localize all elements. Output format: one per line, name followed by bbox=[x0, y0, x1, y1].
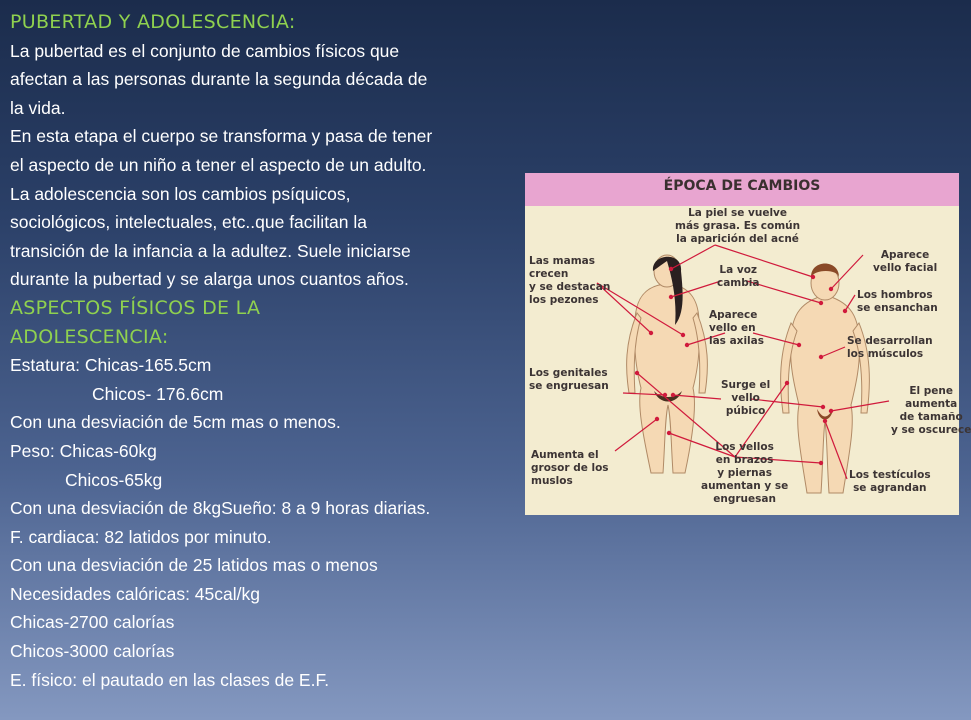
fact-estatura-desviacion: Con una desviación de 5cm mas o menos. bbox=[10, 412, 341, 433]
fact-peso-sueno: Con una desviación de 8kgSueño: 8 a 9 horas diarias. bbox=[10, 498, 431, 519]
label-vello-facial: Aparece vello facial bbox=[873, 249, 938, 274]
label-piel: La piel se vuelve más grasa. Es común la aparición del acné bbox=[675, 207, 801, 245]
section-subtitle-cont: ADOLESCENCIA: bbox=[10, 325, 169, 348]
label-testiculos: Los testículos se agrandan bbox=[849, 469, 931, 494]
female-figure bbox=[627, 255, 708, 473]
slide-text bbox=[10, 8, 510, 694]
intro-paragraph bbox=[10, 37, 510, 294]
paragraph-line: En esta etapa el cuerpo se transforma y pasa de tener bbox=[10, 126, 433, 147]
paragraph-line: La pubertad es el conjunto de cambios físicos que bbox=[10, 40, 400, 61]
paragraph-line: sociológicos, intelectuales, etc..que facilitan la bbox=[10, 212, 368, 233]
paragraph-line: el aspecto de un niño a tener el aspecto de un adulto. bbox=[10, 154, 427, 175]
label-musculos: Se desarrollan los músculos bbox=[847, 335, 933, 360]
fact-peso-chicas: Peso: Chicas-60kg bbox=[10, 440, 157, 461]
fact-f-cardiaca: F. cardiaca: 82 latidos por minuto. bbox=[10, 526, 272, 547]
label-mamas: Las mamas crecen y se destacan los pezones bbox=[529, 255, 611, 306]
fact-calorias: Necesidades calóricas: 45cal/kg bbox=[10, 583, 260, 604]
label-hombros: Los hombros se ensanchan bbox=[857, 289, 938, 314]
paragraph-line: La adolescencia son los cambios psíquicos, bbox=[10, 183, 351, 204]
label-axilas: Aparece vello en las axilas bbox=[709, 309, 764, 347]
fact-cardiaca-desviacion: Con una desviación de 25 latidos mas o menos bbox=[10, 555, 378, 576]
section-subtitle: ASPECTOS FÍSICOS DE LA bbox=[10, 296, 261, 319]
label-genitales: Los genitales se engruesan bbox=[529, 367, 609, 392]
label-vellos-brazos: Los vellos en brazos y piernas aumentan y se engruesan bbox=[701, 441, 789, 505]
label-voz: La voz cambia bbox=[717, 264, 760, 289]
fact-estatura-chicos: Chicos- 176.6cm bbox=[92, 383, 224, 404]
paragraph-line: la vida. bbox=[10, 97, 66, 118]
figure-title: ÉPOCA DE CAMBIOS bbox=[663, 178, 821, 194]
fact-calorias-chicas: Chicas-2700 calorías bbox=[10, 612, 175, 633]
paragraph-line: afectan a las personas durante la segunda década de bbox=[10, 69, 428, 90]
paragraph-line: transición de la infancia a la adultez. Suele iniciarse bbox=[10, 240, 411, 261]
facts-list bbox=[10, 351, 510, 694]
puberty-changes-figure bbox=[525, 173, 971, 515]
label-pubico: Surge el vello púbico bbox=[721, 379, 771, 417]
label-muslos: Aumenta el grosor de los muslos bbox=[531, 449, 609, 487]
paragraph-line: durante la pubertad y se alarga unos cuantos años. bbox=[10, 269, 409, 290]
fact-e-fisico: E. físico: el pautado en las clases de E.F. bbox=[10, 669, 330, 690]
fact-calorias-chicos: Chicos-3000 calorías bbox=[10, 641, 175, 662]
fact-estatura-chicas: Estatura: Chicas-165.5cm bbox=[10, 355, 212, 376]
label-pene: El pene aumenta de tamaño y se oscurece bbox=[891, 385, 971, 436]
fact-peso-chicos: Chicos-65kg bbox=[65, 469, 163, 490]
slide-title: PUBERTAD Y ADOLESCENCIA: bbox=[10, 11, 296, 33]
